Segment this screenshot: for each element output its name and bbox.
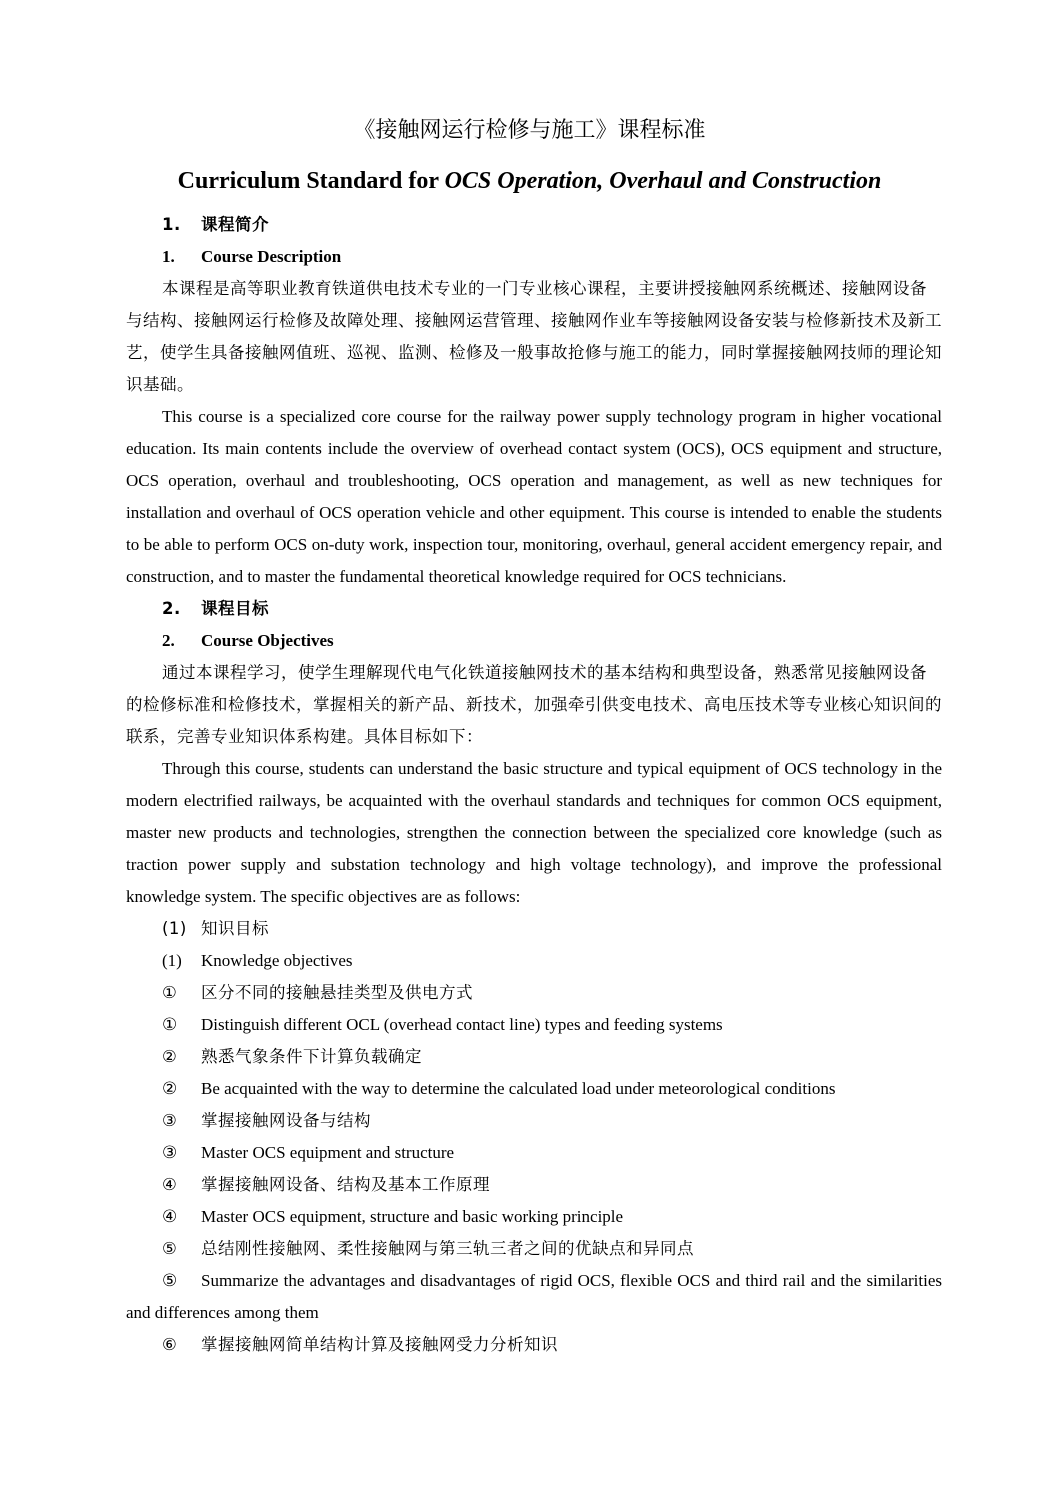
item-number: ⑥ xyxy=(162,1335,178,1354)
section-title: 课程简介 xyxy=(201,215,269,234)
objective-item-cn xyxy=(126,1105,942,1137)
objective-item-cn xyxy=(126,977,942,1009)
subsection-number: (1) xyxy=(162,951,182,970)
title-english-italic: OCS Operation, Overhaul and Construction xyxy=(444,168,882,194)
knowledge-heading-en xyxy=(126,945,942,977)
section-2-paragraph-cn: 通过本课程学习，使学生理解现代电气化铁道接触网技术的基本结构和典型设备，熟悉常见接触网设备的检修标准和检修技术，掌握相关的新产品、新技术，加强牵引供变电技术、高电压技术等专业核心知识间的联系，完善专业知识体系构建。具体目标如下： xyxy=(126,663,942,746)
knowledge-heading-cn xyxy=(126,913,942,945)
item-text: Be acquainted with the way to determine the calculated load under meteorological conditions xyxy=(201,1079,836,1098)
item-number: ⑤ xyxy=(162,1271,178,1290)
item-number: ① xyxy=(162,983,178,1002)
item-number: ① xyxy=(162,1015,178,1034)
objective-item-en xyxy=(126,1201,942,1233)
item-number: ② xyxy=(162,1047,178,1066)
item-number: ④ xyxy=(162,1175,178,1194)
item-number: ③ xyxy=(162,1111,178,1130)
item-text: 区分不同的接触悬挂类型及供电方式 xyxy=(201,983,473,1002)
item-text: 总结刚性接触网、柔性接触网与第三轨三者之间的优缺点和异同点 xyxy=(201,1239,694,1258)
section-2-heading-en xyxy=(126,625,942,657)
item-text: Master OCS equipment, structure and basic working principle xyxy=(201,1207,624,1226)
objective-item-en xyxy=(126,1073,942,1105)
document-body xyxy=(126,209,942,1361)
item-text: 掌握接触网设备与结构 xyxy=(201,1111,371,1130)
subsection-title: 知识目标 xyxy=(201,919,269,938)
item-number: ⑤ xyxy=(162,1239,178,1258)
item-text: Summarize the advantages and disadvantages of rigid OCS, flexible OCS and third rail and the similarities and differences among them xyxy=(126,1271,942,1322)
objective-item-cn xyxy=(126,1233,942,1265)
section-1-paragraph-cn: 本课程是高等职业教育铁道供电技术专业的一门专业核心课程，主要讲授接触网系统概述、接触网设备与结构、接触网运行检修及故障处理、接触网运营管理、接触网作业车等接触网设备安装与检修新技术及新工艺，使学生具备接触网值班、巡视、监测、检修及一般事故抢修与施工的能力，同时掌握接触网技师的理论知识基础。 xyxy=(126,279,942,394)
section-1-heading-en xyxy=(126,241,942,273)
objective-item-en xyxy=(126,1265,942,1329)
item-text: 掌握接触网设备、结构及基本工作原理 xyxy=(201,1175,490,1194)
objective-item-cn xyxy=(126,1169,942,1201)
title-english-prefix: Curriculum Standard for xyxy=(177,168,445,194)
objective-item-cn xyxy=(126,1041,942,1073)
objective-item-en xyxy=(126,1009,942,1041)
title-chinese: 《接触网运行检修与施工》课程标准 xyxy=(353,118,706,143)
section-2-paragraph-en: Through this course, students can understand the basic structure and typical equipment of OCS technology in the modern electrified railways, be acquainted with the overhaul standards and techniques for common OCS equipment, master new products and technologies, strengthen the connection between the specialized core knowledge (such as traction power supply and substation technology and high voltage technology), and improve the professional knowledge system. The specific objectives are as follows: xyxy=(126,759,942,906)
section-1-paragraph-en: This course is a specialized core course for the railway power supply technology program in higher vocational education. Its main contents include the overview of overhead contact system (OCS), OCS equipment and structure, OCS operation, overhaul and troubleshooting, OCS operation and management, as well as new techniques for installation and overhaul of OCS operation vehicle and other equipment. This course is intended to enable the students to be able to perform OCS on-duty work, inspection tour, monitoring, overhaul, general accident emergency repair, and construction, and to master the fundamental theoretical knowledge required for OCS technicians. xyxy=(126,407,942,586)
section-title: Course Objectives xyxy=(201,631,334,650)
section-number: 1. xyxy=(162,215,181,234)
section-number: 2. xyxy=(162,599,181,618)
section-number: 1. xyxy=(162,247,175,266)
title-english xyxy=(0,164,1059,198)
item-text: 掌握接触网简单结构计算及接触网受力分析知识 xyxy=(201,1335,558,1354)
section-number: 2. xyxy=(162,631,175,650)
item-text: 熟悉气象条件下计算负载确定 xyxy=(201,1047,422,1066)
objective-item-cn xyxy=(126,1329,942,1361)
item-text: Master OCS equipment and structure xyxy=(201,1143,455,1162)
objective-item-en xyxy=(126,1137,942,1169)
item-number: ④ xyxy=(162,1207,178,1226)
item-number: ② xyxy=(162,1079,178,1098)
subsection-number: (1) xyxy=(162,919,187,938)
item-text: Distinguish different OCL (overhead contact line) types and feeding systems xyxy=(201,1015,723,1034)
item-number: ③ xyxy=(162,1143,178,1162)
section-title: Course Description xyxy=(201,247,342,266)
section-title: 课程目标 xyxy=(201,599,269,618)
section-2-heading-cn xyxy=(126,593,942,625)
section-1-heading-cn xyxy=(126,209,942,241)
subsection-title: Knowledge objectives xyxy=(201,951,353,970)
